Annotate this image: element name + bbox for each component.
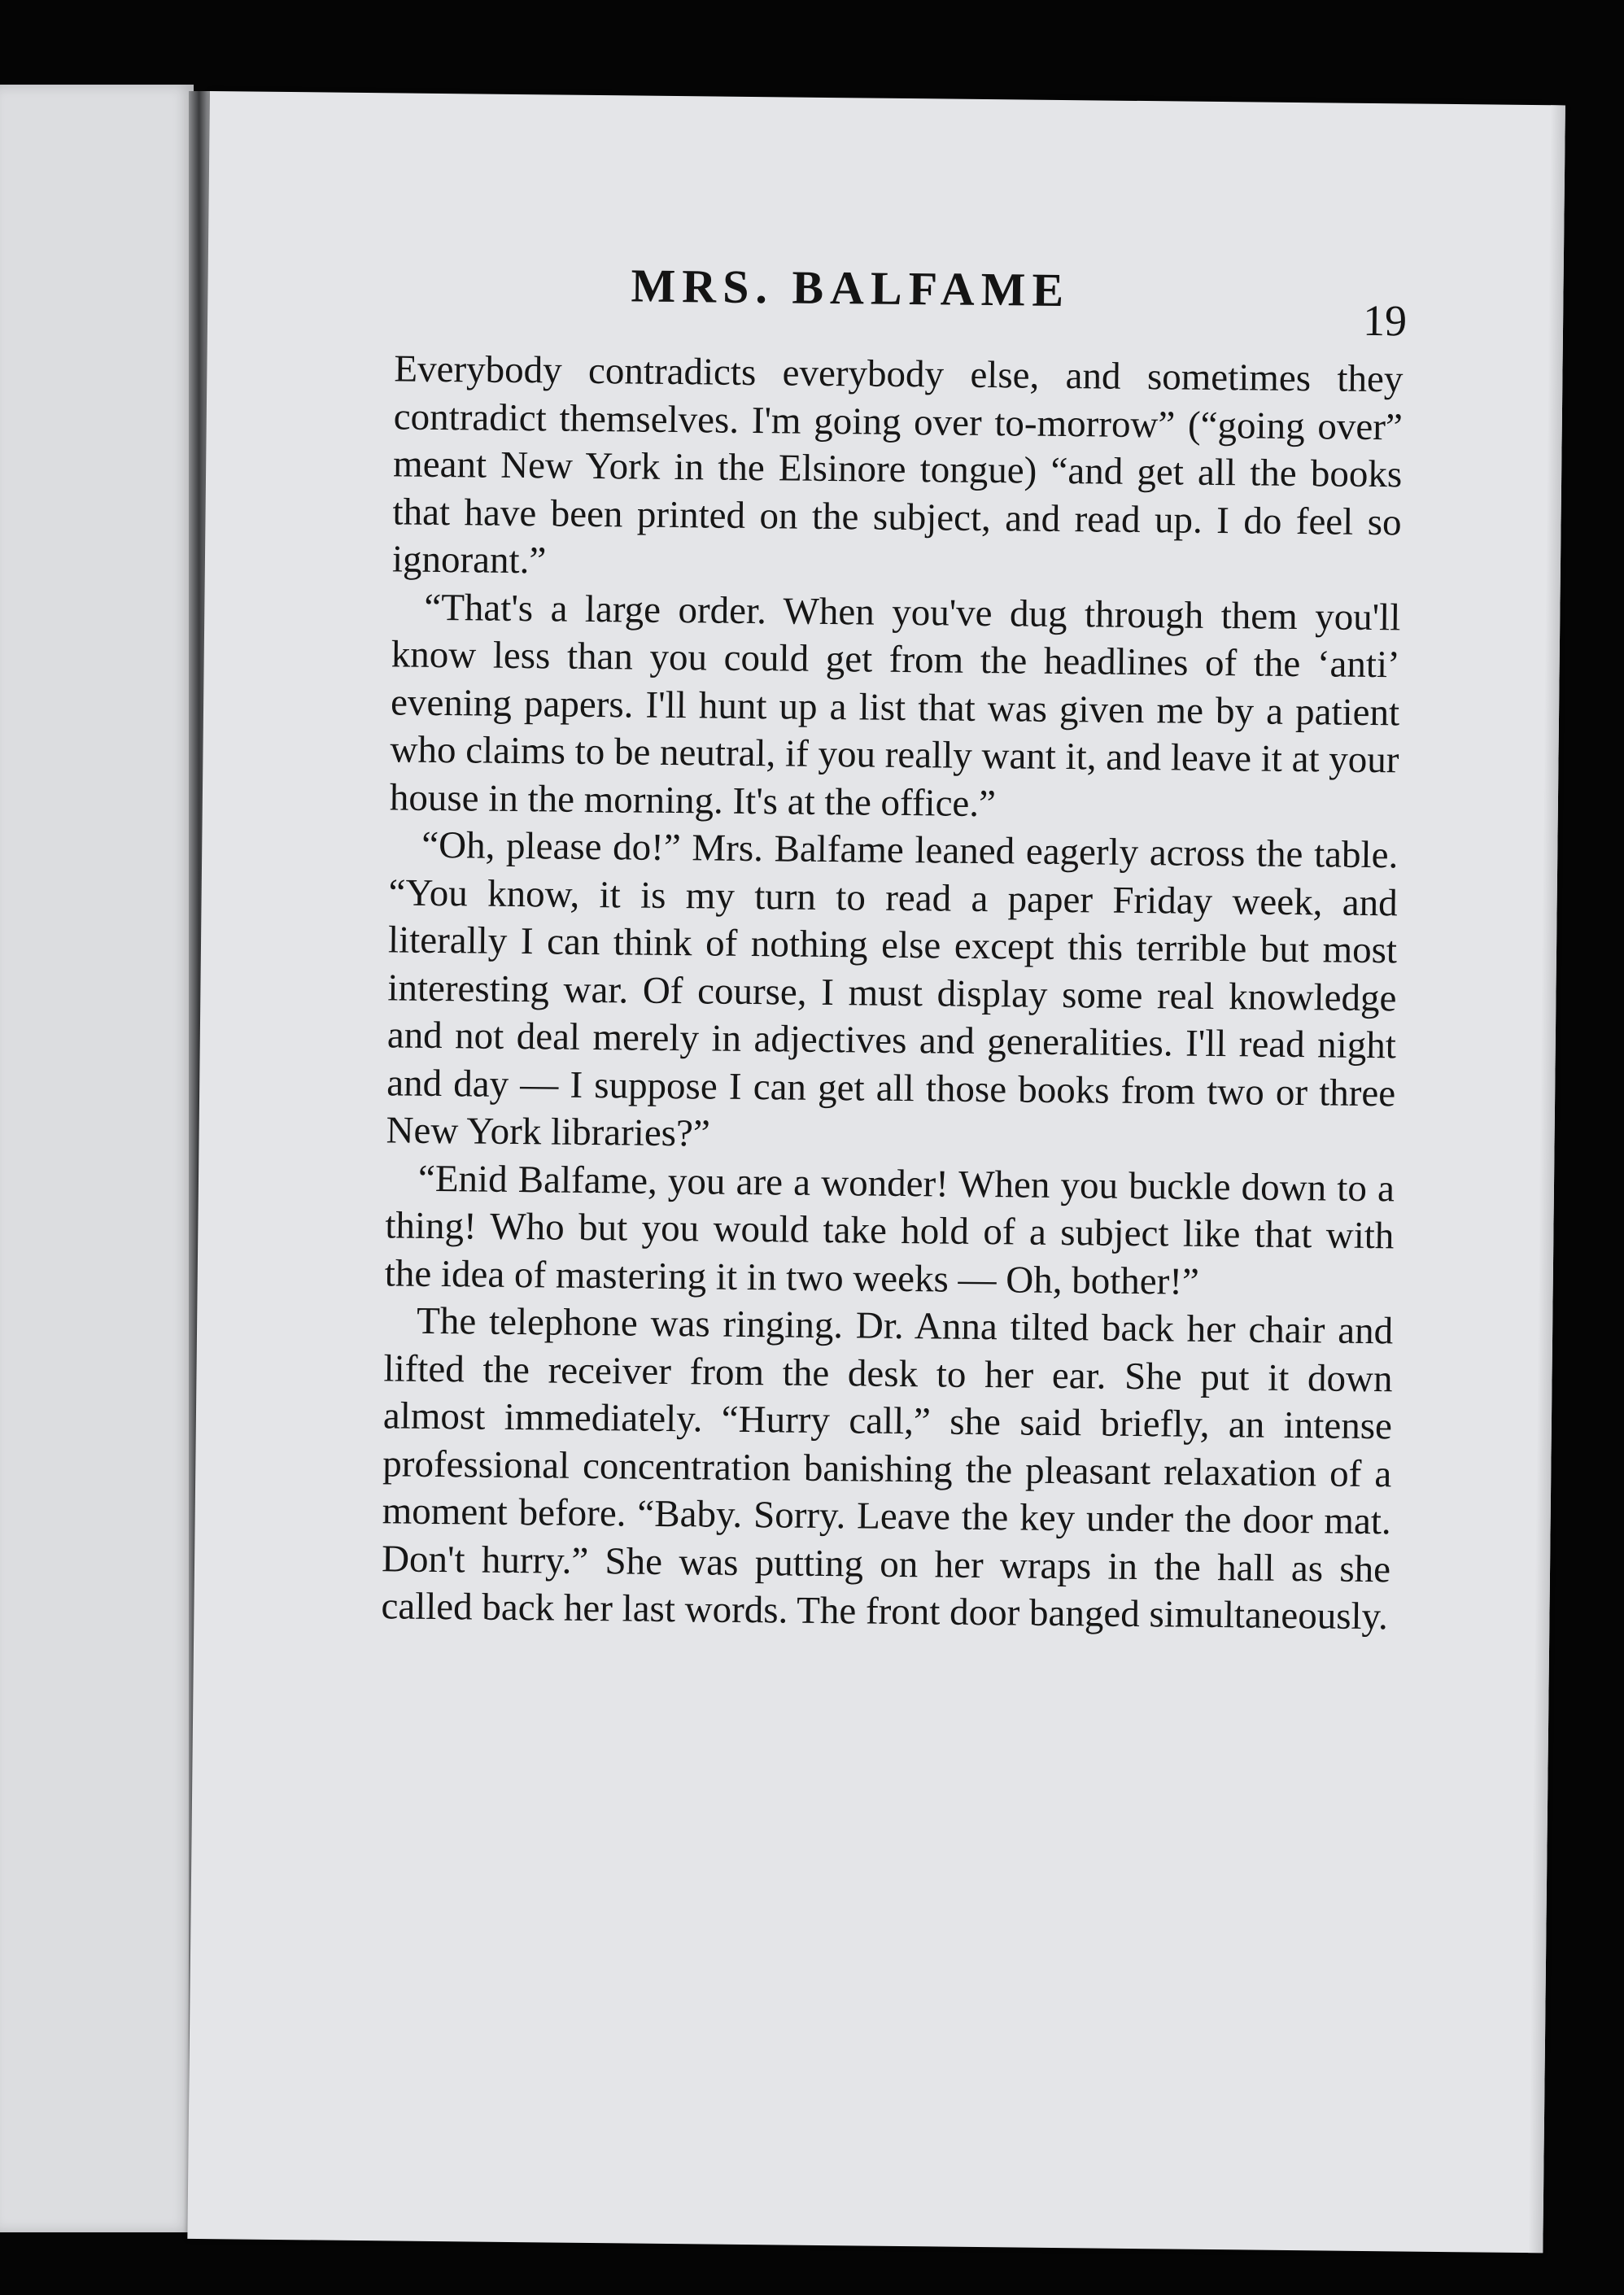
paragraph: “Enid Balfame, you are a wonder! When you buckle down to a thing! Who but you would take hold of a subject like that with the idea of mastering it in two weeks — Oh, bother!”: [384, 1157, 1395, 1303]
paragraph: “Oh, please do!” Mrs. Balfame leaned eagerly across the table. “You know, it is my turn to read a paper Friday week, and literally I can think of nothing else except this terrible but most interesting war. Of course, I must display some real knowledge and not deal merely in adjectives and generalities. I'll read night and day — I suppose I can get all those books from two or three New York libraries?”: [386, 823, 1399, 1155]
book-page: [187, 91, 1565, 2253]
paragraph: The telephone was ringing. Dr. Anna tilted back her chair and lifted the receiver from the desk to her ear. She put it down almost immediately. “Hurry call,” she said briefly, an intense professional concentration banishing the pleasant relaxation of a moment before. “Baby. Sorry. Leave the key under the door mat. Don't hurry.” She was putting on her wraps in the hall as she called back her last words. The front door banged simultaneously.: [381, 1299, 1394, 1638]
body-text: [381, 345, 1403, 1640]
page-edge: [1528, 105, 1565, 2253]
paragraph: Everybody contradicts everybody else, and sometimes they contradict themselves. I'm going over to-morrow” (“going over” meant New York in the Elsinore tongue) “and get all the books that have been printed on the subject, and read up. I do feel so ignorant.”: [391, 347, 1404, 582]
facing-page: [0, 85, 194, 2232]
running-head: MRS. BALFAME: [631, 259, 1071, 317]
page-number: 19: [1362, 295, 1408, 346]
paragraph: “That's a large order. When you've dug through them you'll know less than you could get from the headlines of the ‘anti’ evening papers. I'll hunt up a list that was given me by a patient who claims to be neutral, if you really want it, and leave it at your house in the morning. It's at the office.”: [389, 586, 1401, 825]
